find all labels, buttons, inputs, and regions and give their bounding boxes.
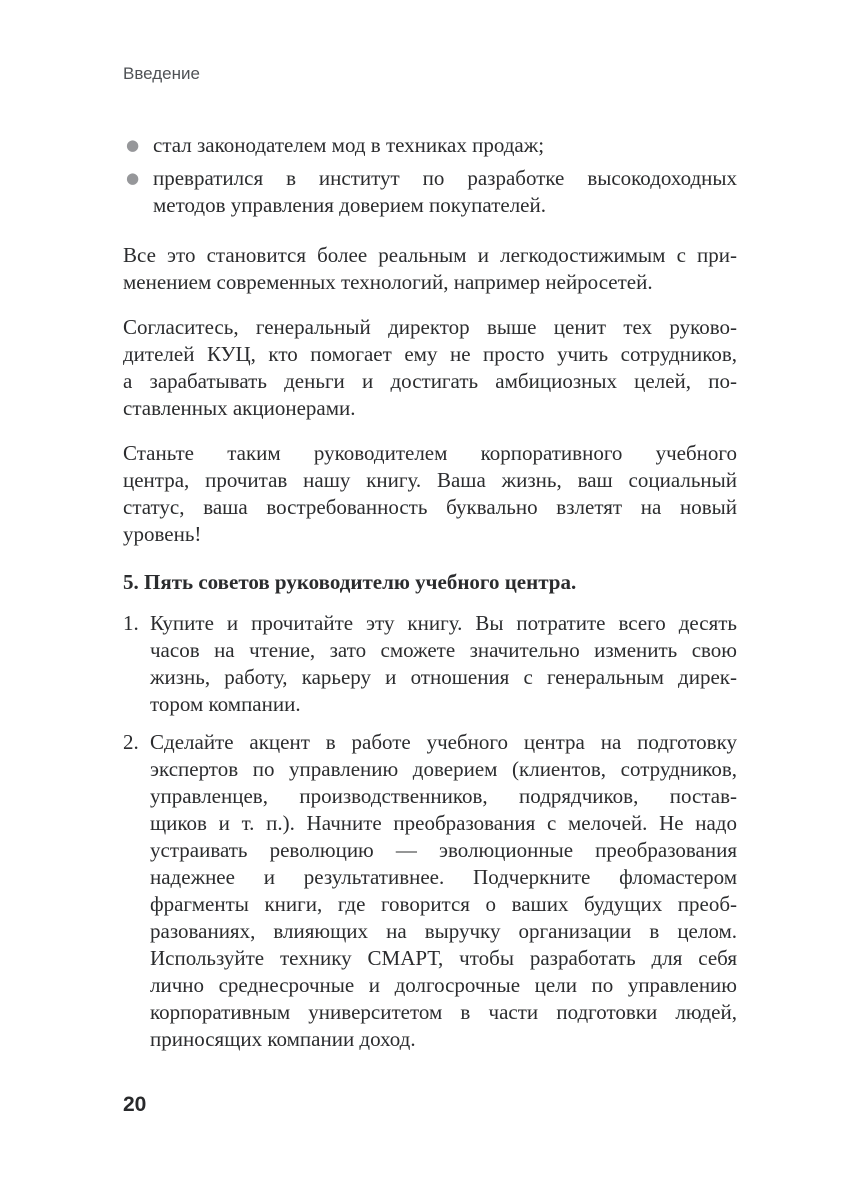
- text-line: Все это становится более реальным и легкодостижимым с при-: [123, 243, 737, 267]
- text-line: статус, ваша востребованность буквально взлетят на новый: [123, 495, 737, 519]
- page-content: [123, 0, 737, 1053]
- list-item-text: [150, 729, 737, 1053]
- list-marker: ●: [126, 136, 140, 154]
- text-line: часов на чтение, зато сможете значительно изменить свою: [150, 638, 737, 662]
- list-item: [123, 165, 737, 219]
- text-line: экспертов по управлению доверием (клиентов, сотрудников,: [150, 757, 737, 781]
- text-line: щиков и т. п.). Начните преобразования с мелочей. Не надо: [150, 811, 737, 835]
- section-heading: 5. Пять советов руководителю учебного центра.: [123, 570, 577, 594]
- paragraph: [123, 440, 737, 548]
- text-line: тором компании.: [150, 692, 301, 716]
- text-line: корпоративным университетом в части подготовки людей,: [150, 1000, 737, 1024]
- text-line: стал законодателем мод в техниках продаж;: [153, 133, 545, 157]
- text-line: методов управления доверием покупателей.: [153, 193, 546, 217]
- list-item: [123, 132, 737, 159]
- text-line: Сделайте акцент в работе учебного центра на подготовку: [150, 730, 737, 754]
- text-line: управленцев, производственников, подрядчиков, постав-: [150, 784, 737, 808]
- text-line: Используйте технику СМАРТ, чтобы разработать для себя: [150, 946, 737, 970]
- text-line: Купите и прочитайте эту книгу. Вы потратите всего десять: [150, 611, 737, 635]
- text-line: надежнее и результативнее. Подчеркните фломастером: [150, 865, 737, 889]
- list-item-text: [153, 165, 737, 219]
- text-line: превратился в институт по разработке высокодоходных: [153, 166, 737, 190]
- text-line: центра, прочитав нашу книгу. Ваша жизнь, ваш социальный: [123, 468, 737, 492]
- text-line: дителей КУЦ, кто помогает ему не просто учить сотрудников,: [123, 342, 737, 366]
- text-line: лично среднесрочные и долгосрочные цели по управлению: [150, 973, 737, 997]
- page-number: 20: [123, 1093, 147, 1116]
- text-line: уровень!: [123, 522, 202, 546]
- running-header: Введение: [123, 64, 200, 83]
- list-item: [123, 729, 737, 1053]
- text-line: разованиях, влияющих на выручку организации в целом.: [150, 919, 737, 943]
- list-marker: 2.: [123, 730, 139, 754]
- numbered-list: [123, 610, 737, 1053]
- text-line: Станьте таким руководителем корпоративного учебного: [123, 441, 737, 465]
- list-item: [123, 610, 737, 718]
- text-line: устраивать революцию — эволюционные преобразования: [150, 838, 737, 862]
- list-item-text: [150, 610, 737, 718]
- list-marker: ●: [126, 169, 140, 187]
- bullet-list: [123, 132, 737, 219]
- text-line: фрагменты книги, где говорится о ваших будущих преоб-: [150, 892, 737, 916]
- text-line: ставленных акционерами.: [123, 396, 356, 420]
- list-item-text: [153, 132, 737, 159]
- text-line: Согласитесь, генеральный директор выше ценит тех руково-: [123, 315, 737, 339]
- text-line: менением современных технологий, например нейросетей.: [123, 270, 653, 294]
- text-line: а зарабатывать деньги и достигать амбициозных целей, по-: [123, 369, 737, 393]
- paragraph: [123, 242, 737, 296]
- text-line: приносящих компании доход.: [150, 1027, 416, 1051]
- paragraph: [123, 314, 737, 422]
- list-marker: 1.: [123, 611, 139, 635]
- text-line: жизнь, работу, карьеру и отношения с генеральным дирек-: [150, 665, 737, 689]
